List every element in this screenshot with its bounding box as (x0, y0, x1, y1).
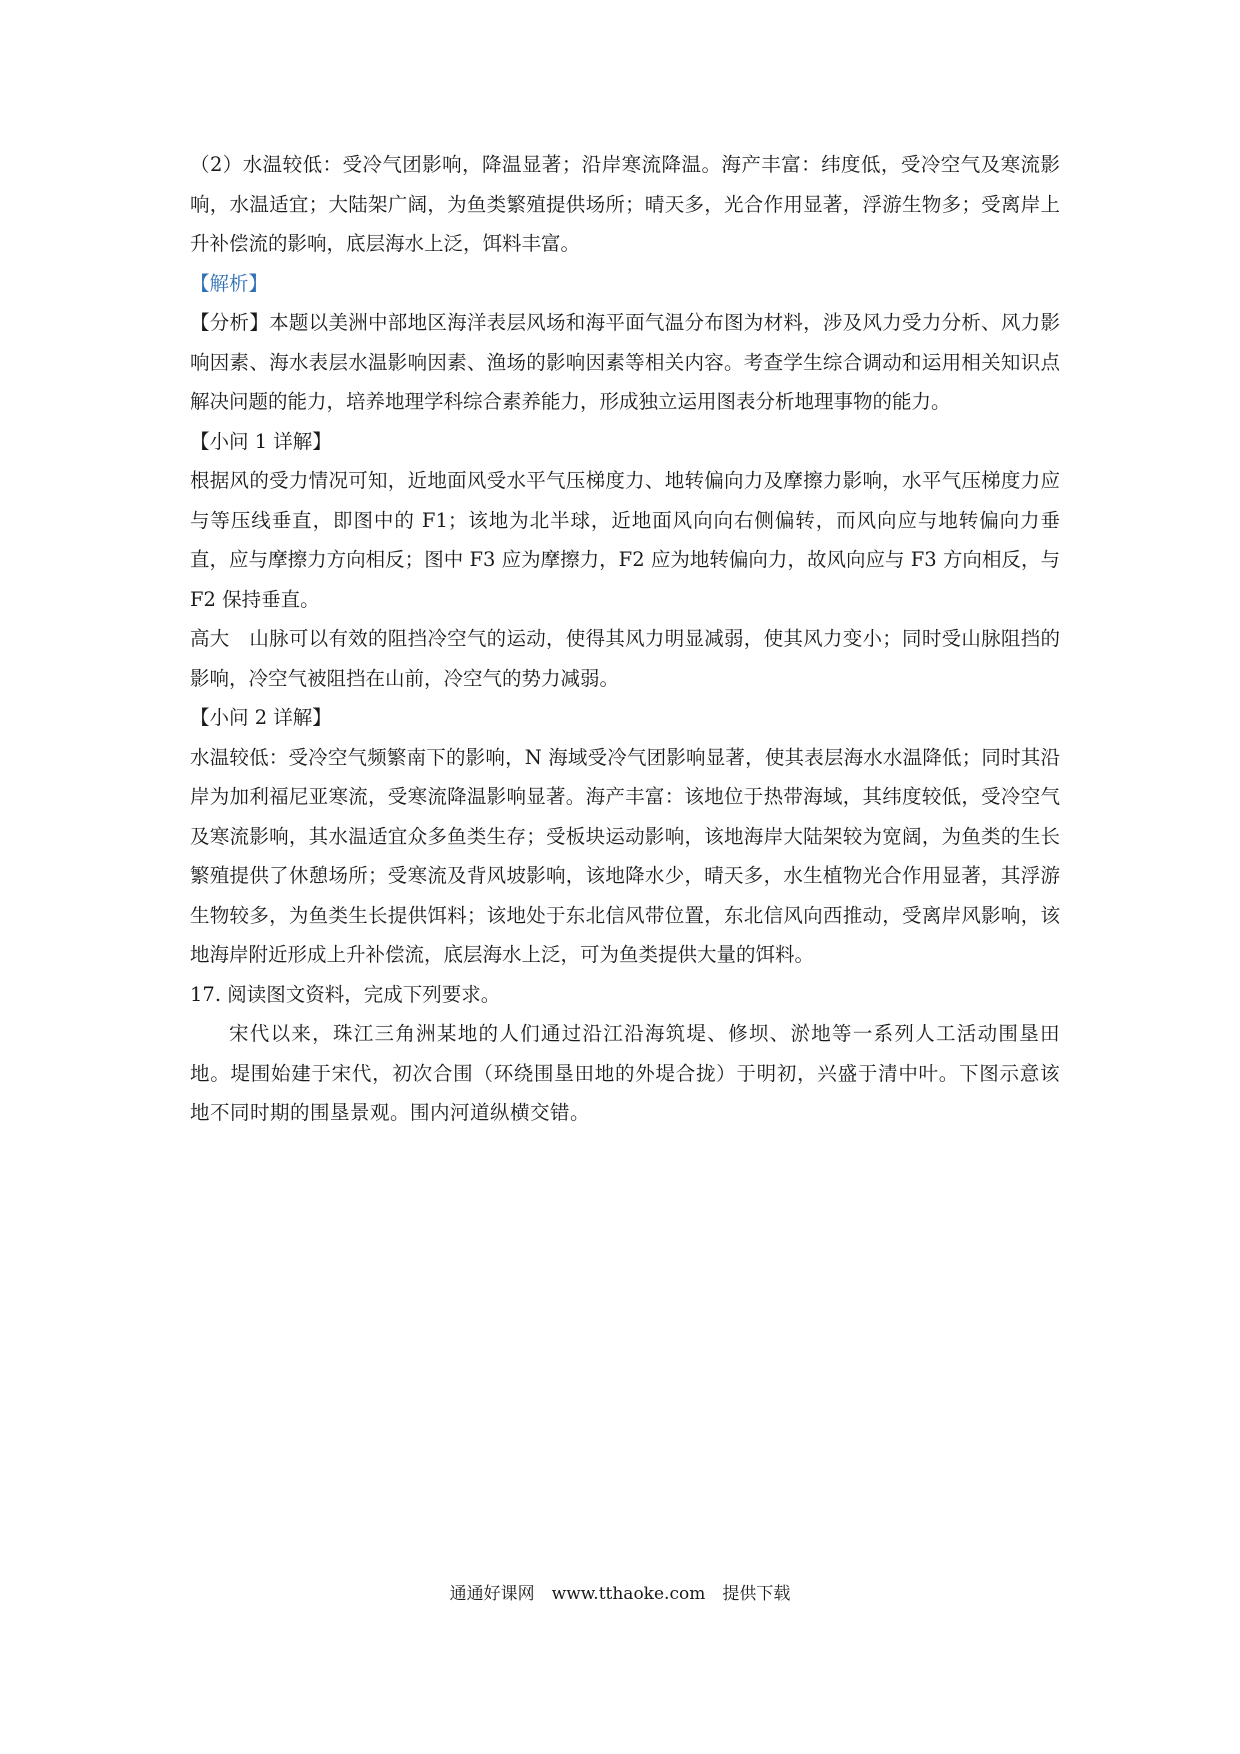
question-1-detail-paragraph-1: 根据风的受力情况可知，近地面风受水平气压梯度力、地转偏向力及摩擦力影响，水平气压梯度力应与等压线垂直，即图中的 F1；该地为北半球，近地面风向向右侧偏转，而风向应与地转偏向力垂直，应与摩擦力方向相反；图中 F3 应为摩擦力，F2 应为地转偏向力，故风向应与 F3 方向相反，与 F2 保持垂直。 (190, 469, 1060, 611)
question-2-detail-tag: 【小问 2 详解】 (190, 706, 332, 729)
analysis-text: 【分析】本题以美洲中部地区海洋表层风场和海平面气温分布图为材料，涉及风力受力分析、风力影响因素、海水表层水温影响因素、渔场的影响因素等相关内容。考查学生综合调动和运用相关知识点解决问题的能力，培养地理学科综合素养能力，形成独立运用图表分析地理事物的能力。 (190, 311, 1060, 413)
question-2-detail-paragraph: 水温较低：受冷空气频繁南下的影响，N 海域受冷气团影响显著，使其表层海水水温降低；同时其沿岸为加利福尼亚寒流，受寒流降温影响显著。海产丰富：该地位于热带海域，其纬度较低，受冷空气及寒流影响，其水温适宜众多鱼类生存；受板块运动影响，该地海岸大陆架较为宽阔，为鱼类的生长繁殖提供了休憩场所；受寒流及背风坡影响，该地降水少，晴天多，水生植物光合作用显著，其浮游生物较多，为鱼类生长提供饵料；该地处于东北信风带位置，东北信风向西推动，受离岸风影响，该地海岸附近形成上升补偿流，底层海水上泛，可为鱼类提供大量的饵料。 (190, 745, 1060, 966)
question-17-material: 宋代以来，珠江三角洲某地的人们通过沿江沿海筑堤、修坝、淤地等一系列人工活动围垦田地。堤围始建于宋代，初次合围（环绕围垦田地的外堤合拢）于明初，兴盛于清中叶。下图示意该地不同时期的围垦景观。围内河道纵横交错。 (190, 1022, 1060, 1124)
document-content (190, 145, 1060, 1133)
question-1-detail-tag: 【小问 1 详解】 (190, 429, 332, 453)
answer-part-2: （2）水温较低：受冷气团影响，降温显著；沿岸寒流降温。海产丰富：纬度低，受冷空气及寒流影响，水温适宜；大陆架广阔，为鱼类繁殖提供场所；晴天多，光合作用显著，浮游生物多；受离岸上升补偿流的影响，底层海水上泛，饵料丰富。 (190, 153, 1060, 255)
question-17-prompt: 17. 阅读图文资料，完成下列要求。 (190, 982, 501, 1006)
question-1-detail-paragraph-2: 高大 山脉可以有效的阻挡冷空气的运动，使得其风力明显减弱，使其风力变小；同时受山脉阻挡的影响，冷空气被阻挡在山前，冷空气的势力减弱。 (190, 627, 1060, 690)
page-footer: 通通好课网 www.tthaoke.com 提供下载 (449, 1584, 791, 1604)
analysis-tag: 【解析】 (190, 271, 269, 295)
